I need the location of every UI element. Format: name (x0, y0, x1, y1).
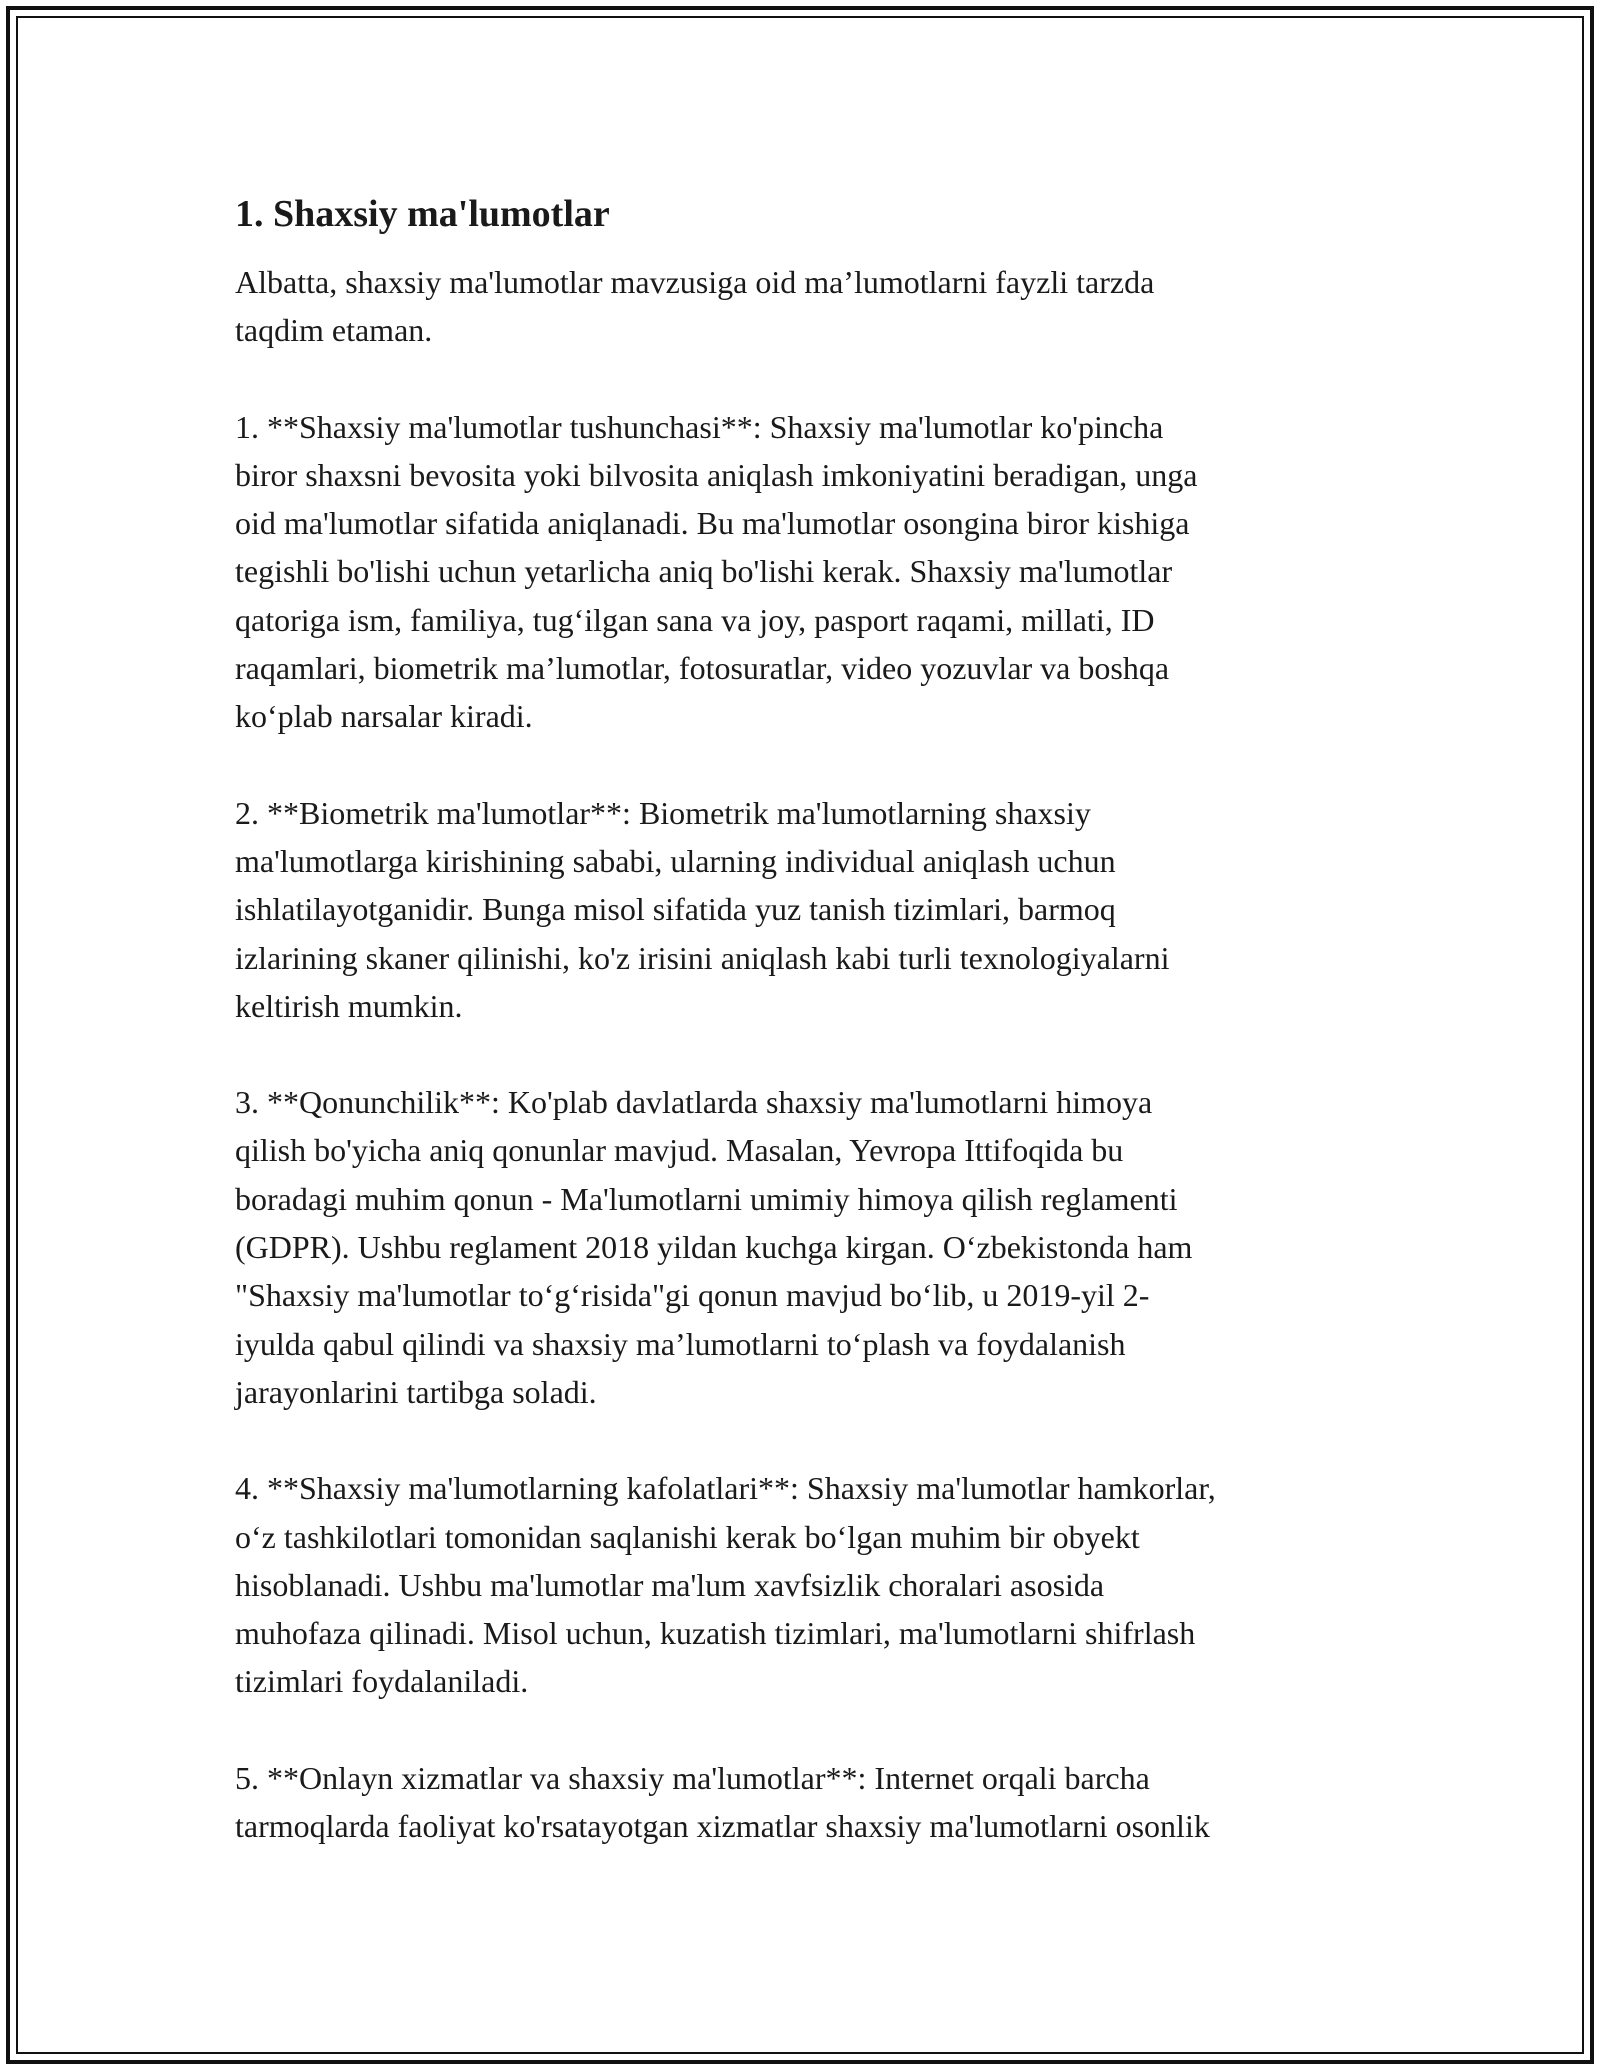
paragraph-online-services: 5. **Onlayn xizmatlar va shaxsiy ma'lumotlar**: Internet orqali barcha tarmoqlarda faoliyat ko'rsatayotgan xizmatlar shaxsiy ma'lumotlarni osonlik (235, 1759, 1210, 1845)
paragraph-concept: 1. **Shaxsiy ma'lumotlar tushunchasi**: Shaxsiy ma'lumotlar ko'pincha biror shaxsni bevosita yoki bilvosita aniqlash imkoniyatini beradigan, unga oid ma'lumotlar sifatida aniqlanadi. Bu ma'lumotlar osongina biror kishiga tegishli bo'lishi uchun yetarlicha aniq bo'lishi kerak. Shaxsiy ma'lumotlar qatoriga ism, familiya, tug‘ilgan sana va joy, pasport raqami, millati, ID raqamlari, biometrik ma’lumotlar, fotosuratlar, video yozuvlar va boshqa ko‘plab narsalar kiradi. (235, 408, 1198, 735)
document-body (235, 186, 1375, 1850)
paragraph-biometric: 2. **Biometrik ma'lumotlar**: Biometrik ma'lumotlarning shaxsiy ma'lumotlarga kirishining sababi, ularning individual aniqlash uchun ishlatilayotganidir. Bunga misol sifatida yuz tanish tizimlari, barmoq izlarining skaner qilinishi, ko'z irisini aniqlash kabi turli texnologiyalarni keltirish mumkin. (235, 794, 1170, 1024)
page-title: 1. Shaxsiy ma'lumotlar (235, 193, 610, 235)
paragraph-guarantees: 4. **Shaxsiy ma'lumotlarning kafolatlari**: Shaxsiy ma'lumotlar hamkorlar, o‘z tashkilotlari tomonidan saqlanishi kerak bo‘lgan muhim bir obyekt hisoblanadi. Ushbu ma'lumotlar ma'lum xavfsizlik choralari asosida muhofaza qilinadi. Misol uchun, kuzatish tizimlari, ma'lumotlarni shifrlash tizimlari foydalaniladi. (235, 1470, 1216, 1700)
intro-paragraph: Albatta, shaxsiy ma'lumotlar mavzusiga oid ma’lumotlarni fayzli tarzda taqdim etaman. (235, 264, 1155, 349)
paragraph-legislation: 3. **Qonunchilik**: Ko'plab davlatlarda shaxsiy ma'lumotlarni himoya qilish bo'yicha aniq qonunlar mavjud. Masalan, Yevropa Ittifoqida bu boradagi muhim qonun - Ma'lumotlarni umimiy himoya qilish reglamenti (GDPR). Ushbu reglament 2018 yildan kuchga kirgan. O‘zbekistonda ham "Shaxsiy ma'lumotlar to‘g‘risida"gi qonun mavjud bo‘lib, u 2019-yil 2- iyulda qabul qilindi va shaxsiy ma’lumotlarni to‘plash va foydalanish jarayonlarini tartibga soladi. (235, 1084, 1193, 1410)
